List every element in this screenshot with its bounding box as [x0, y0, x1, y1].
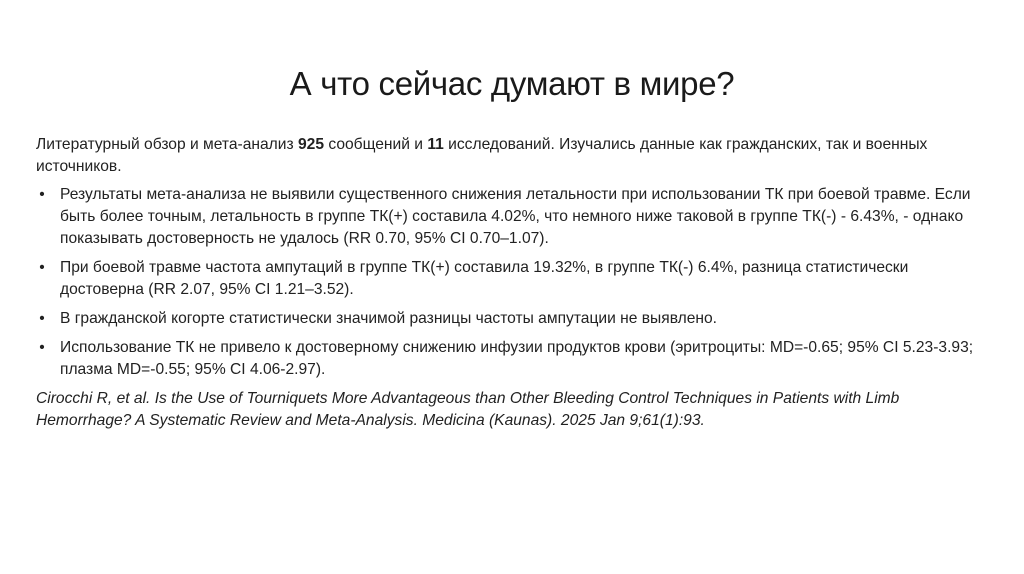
- bullet-icon: •: [39, 339, 45, 356]
- bullet-icon: •: [39, 186, 45, 203]
- studies-count: 11: [427, 136, 444, 153]
- intro-text-part2: сообщений и: [324, 136, 428, 153]
- bullet-item: [36, 257, 986, 301]
- bullet-text-amputation-civilian: В гражданской когорте статистически значимой разницы частоты ампутации не выявлено.: [60, 310, 718, 327]
- bullet-icon: •: [39, 259, 45, 276]
- citation-reference: Cirocchi R, et al. Is the Use of Tourniquets More Advantageous than Other Bleeding Control Techniques in Patients with Limb Hemorrhage? A Systematic Review and Meta-Analysis. Medicina (Kaunas). 2025 Jan 9;61(1):93.: [36, 390, 900, 429]
- intro-text-part1: Литературный обзор и мета-анализ: [36, 136, 298, 153]
- bullet-text-blood-products: Использование ТК не привело к достоверному снижению инфузии продуктов крови (эритроциты: MD=-0.65; 95% CI 5.23-3.93; плазма MD=-0.55; 95% CI 4.06-2.97).: [60, 339, 974, 378]
- slide-content: [36, 134, 986, 448]
- bullet-text-amputation-combat: При боевой травме частота ампутаций в группе ТК(+) составила 19.32%, в группе ТК(-) 6.4%, разница статистически достоверна (RR 2.07, 95% CI 1.21–3.52).: [60, 259, 909, 298]
- bullet-item: [36, 184, 986, 250]
- bullet-list: [36, 184, 986, 381]
- intro-text-part3: исследований. Изучались данные как гражданских, так и военных источников.: [36, 136, 928, 175]
- slide-title: А что сейчас думают в мире?: [289, 65, 735, 102]
- bullet-item: [36, 308, 986, 330]
- bullet-text-mortality: Результаты мета-анализа не выявили существенного снижения летальности при использовании ТК при боевой травме. Если быть более точным, летальность в группе ТК(+) составила 4.02%, что немного ниже таковой в группе ТК(-) - 6.43%, - однако показывать достоверность не удалось (RR 0.70, 95% CI 0.70–1.07).: [60, 186, 971, 247]
- bullet-item: [36, 337, 986, 381]
- bullet-icon: •: [39, 310, 45, 327]
- reports-count: 925: [297, 136, 325, 153]
- intro-paragraph: [36, 134, 986, 178]
